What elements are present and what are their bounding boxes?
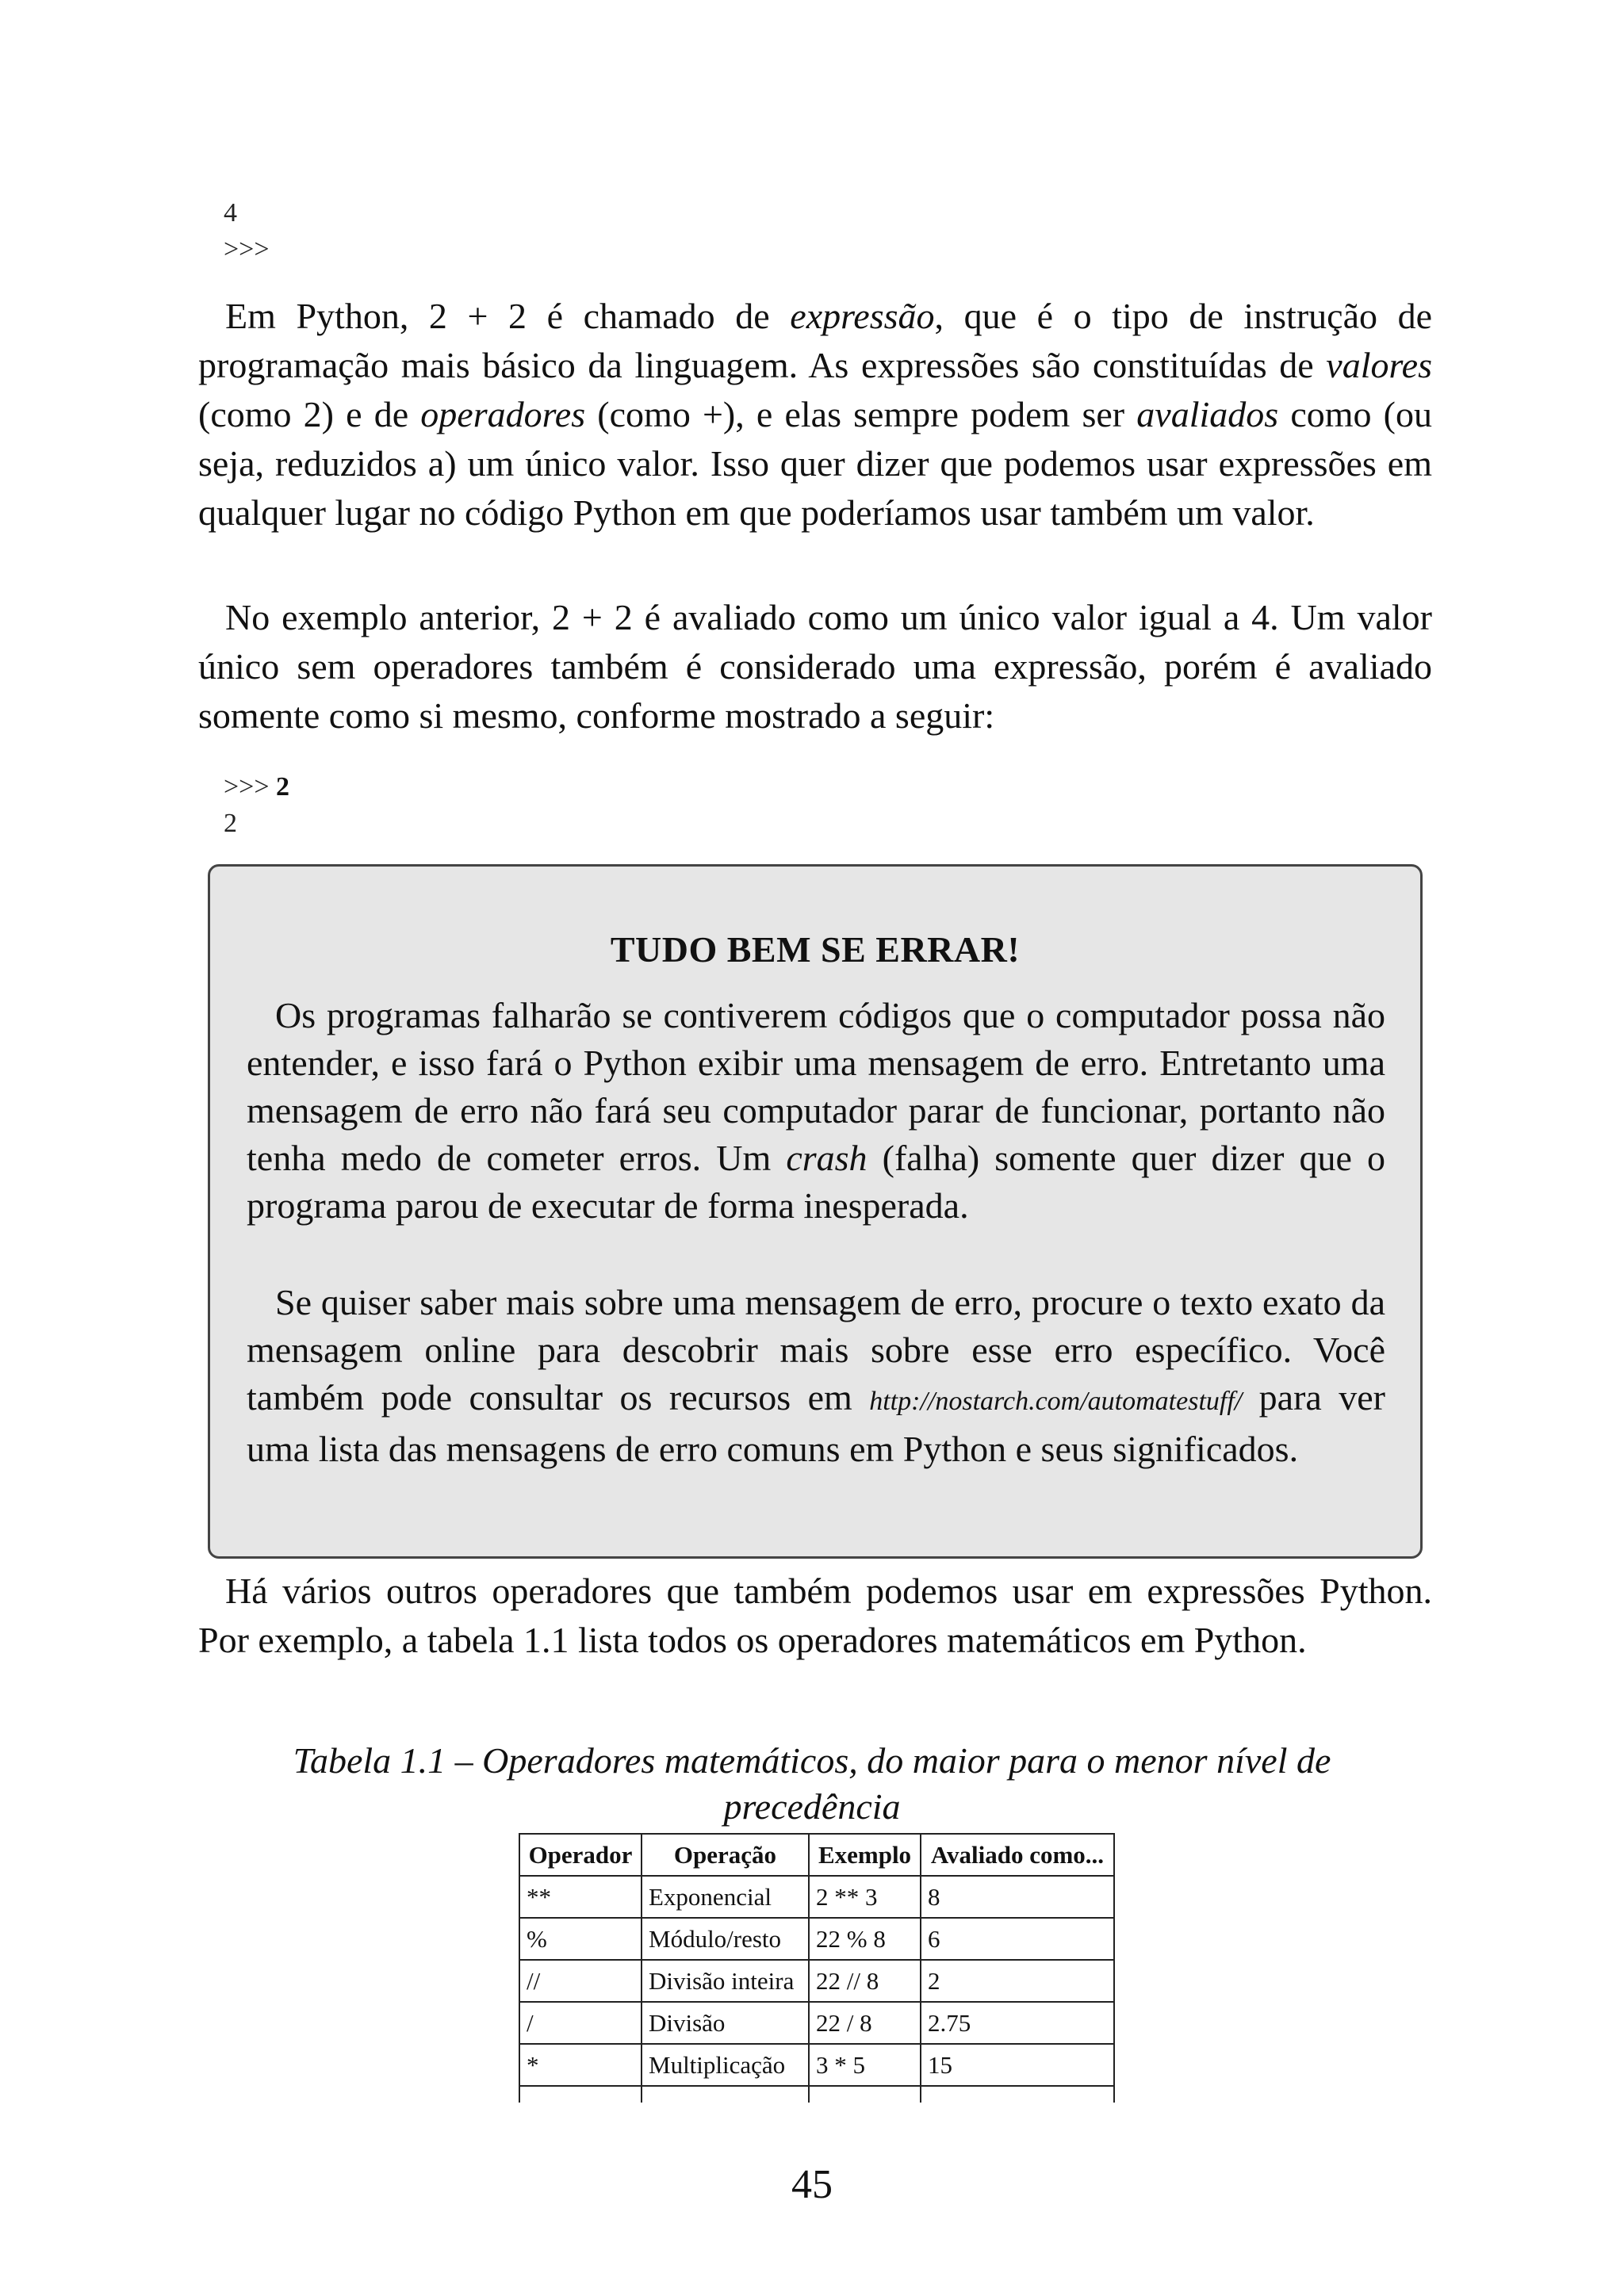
table-row (519, 2002, 1114, 2044)
table-cell: 2 ** 3 (809, 1876, 921, 1918)
table-cell: 6 (921, 1918, 1114, 1960)
table-cell: * (519, 2044, 642, 2086)
table-cell: Divisão inteira (642, 1960, 809, 2002)
term-operadores: operadores (420, 394, 586, 434)
table-cell: % (519, 1918, 642, 1960)
table-caption: Tabela 1.1 – Operadores matemáticos, do maior para o menor nível de precedência (293, 1740, 1331, 1827)
table-header-row (519, 1834, 1114, 1876)
paragraph-expressions: Em Python, 2 + 2 é chamado de expressão, que é o tipo de instrução de programação mais básico da linguagem. As expressões são constituídas de valores (como 2) e de operadores (como +), e elas sempre podem ser avaliados como (ou seja, reduzidos a) um único valor. Isso quer dizer que podemos usar expressões em qualquer lugar no código Python em que poderíamos usar também um valor. (198, 296, 1433, 533)
callout-paragraph-2: Se quiser saber mais sobre uma mensagem de erro, procure o texto exato da mensagem online para descobrir mais sobre esse erro específico. Você também pode consultar os recursos em http://nostarch.com/automatestuff/ para ver uma lista das mensagens de erro comuns em Python e seus significados. (247, 1282, 1386, 1469)
code-prompt: >>> (224, 772, 277, 802)
table-cell: 8 (921, 1876, 1114, 1918)
operators-table (519, 1833, 1115, 2103)
table-cell: Módulo/resto (642, 1918, 809, 1960)
paragraph-operators-intro: Há vários outros operadores que também podemos usar em expressões Python. Por exemplo, a tabela 1.1 lista todos os operadores matemáticos em Python. (198, 1571, 1432, 1660)
table-cell: 22 // 8 (809, 1960, 921, 2002)
page-number: 45 (791, 2162, 833, 2207)
callout-paragraph-1: Os programas falharão se contiverem códigos que o computador possa não entender, e isso fará o Python exibir uma mensagem de erro. Entretanto uma mensagem de erro não fará seu computador parar de funcionar, portanto não tenha medo de cometer erros. Um crash (falha) somente quer dizer que o programa parou de executar de forma inesperada. (247, 995, 1385, 1226)
table-cell: 22 / 8 (809, 2002, 921, 2044)
paragraph-example: No exemplo anterior, 2 + 2 é avaliado como um único valor igual a 4. Um valor único sem operadores também é considerado uma expressão, porém é avaliado somente como si mesmo, conforme mostrado a seguir: (198, 597, 1432, 736)
table-cell: 3 * 5 (809, 2044, 921, 2086)
table-cell: // (519, 1960, 642, 2002)
table-row (519, 1918, 1114, 1960)
resource-link[interactable]: http://nostarch.com/automatestuff/ (869, 1387, 1243, 1416)
code-output-value: 2 (224, 809, 237, 838)
column-header: Exemplo (809, 1834, 921, 1876)
column-header: Avaliado como... (921, 1834, 1114, 1876)
table-cell: Exponencial (642, 1876, 809, 1918)
table-cell: 22 % 8 (809, 1918, 921, 1960)
table-cell: ** (519, 1876, 642, 1918)
term-crash: crash (786, 1138, 868, 1178)
column-header: Operação (642, 1834, 809, 1876)
code-prompt: >>> (224, 235, 270, 264)
table-row (519, 1876, 1114, 1918)
table-row-continued (519, 2086, 1114, 2103)
table-cell: Multiplicação (642, 2044, 809, 2086)
term-avaliados: avaliados (1136, 394, 1279, 434)
column-header: Operador (519, 1834, 642, 1876)
table-row (519, 2044, 1114, 2086)
term-expressao: expressão (790, 296, 935, 336)
code-output-block (224, 195, 270, 268)
table-cell: 2 (921, 1960, 1114, 2002)
table-cell: 15 (921, 2044, 1114, 2086)
term-valores: valores (1326, 345, 1432, 385)
table-row (519, 1960, 1114, 2002)
table-cell: Divisão (642, 2002, 809, 2044)
table-cell: / (519, 2002, 642, 2044)
tip-callout-box (208, 864, 1423, 1559)
code-output-value: 4 (224, 198, 237, 228)
code-example-block (224, 769, 289, 842)
callout-title: TUDO BEM SE ERRAR! (610, 929, 1021, 970)
code-input: 2 (276, 772, 290, 802)
table-cell: 2.75 (921, 2002, 1114, 2044)
